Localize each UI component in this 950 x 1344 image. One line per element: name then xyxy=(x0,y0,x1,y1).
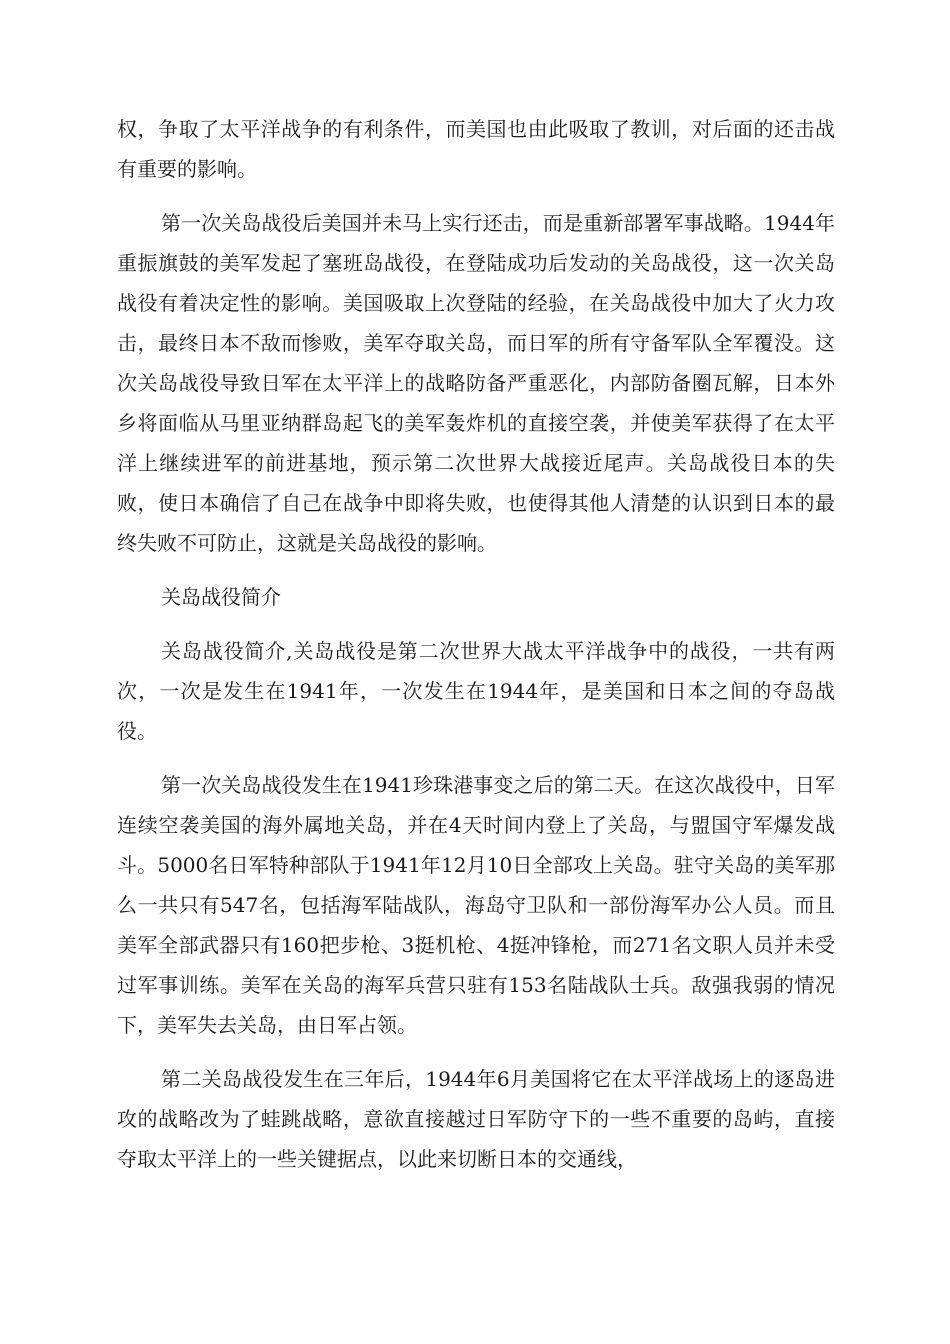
paragraph-second-battle: 第二关岛战役发生在三年后，1944年6月美国将它在太平洋战场上的逐岛进攻的战略改为了蛙跳战略，意欲直接越过日军防守下的一些不重要的岛屿，直接夺取太平洋上的一些关键据点，以此来切断日本的交通线， xyxy=(117,1067,835,1171)
paragraph-first-battle: 第一次关岛战役发生在1941珍珠港事变之后的第二天。在这次战役中，日军连续空袭美国的海外属地关岛，并在4天时间内登上了关岛，与盟国守军爆发战斗。5000名日军特种部队于1941年12月10日全部攻上关岛。驻守关岛的美军那么一共只有547名，包括海军陆战队，海岛守卫队和一部份海军办公人员。而且美军全部武器只有160把步枪、3挺机枪、4挺冲锋枪，而271名文职人员并未受过军事训练。美军在关岛的海军兵营只驻有153名陆战队士兵。敌强我弱的情况下，美军失去关岛，由日军占领。 xyxy=(117,773,835,1037)
document-body xyxy=(117,109,835,1193)
paragraph-second-battle-impact: 第一次关岛战役后美国并未马上实行还击，而是重新部署军事战略。1944年重振旗鼓的美军发起了塞班岛战役，在登陆成功后发动的关岛战役，这一次关岛战役有着决定性的影响。美国吸取上次登陆的经验，在关岛战役中加大了火力攻击，最终日本不敌而惨败，美军夺取关岛，而日军的所有守备军队全军覆没。这次关岛战役导致日军在太平洋上的战略防备严重恶化，内部防备圈瓦解，日本外乡将面临从马里亚纳群岛起飞的美军轰炸机的直接空袭，并使美军获得了在太平洋上继续进军的前进基地，预示第二次世界大战接近尾声。关岛战役日本的失败，使日本确信了自己在战争中即将失败，也使得其他人清楚的认识到日本的最终失败不可防止，这就是关岛战役的影响。 xyxy=(117,211,835,555)
section-heading: 关岛战役简介 xyxy=(161,585,281,609)
paragraph-introduction: 关岛战役简介,关岛战役是第二次世界大战太平洋战争中的战役，一共有两次，一次是发生在1941年，一次发生在1944年，是美国和日本之间的夺岛战役。 xyxy=(117,639,835,743)
paragraph-continuation: 权，争取了太平洋战争的有利条件，而美国也由此吸取了教训，对后面的还击战有重要的影响。 xyxy=(117,117,835,181)
